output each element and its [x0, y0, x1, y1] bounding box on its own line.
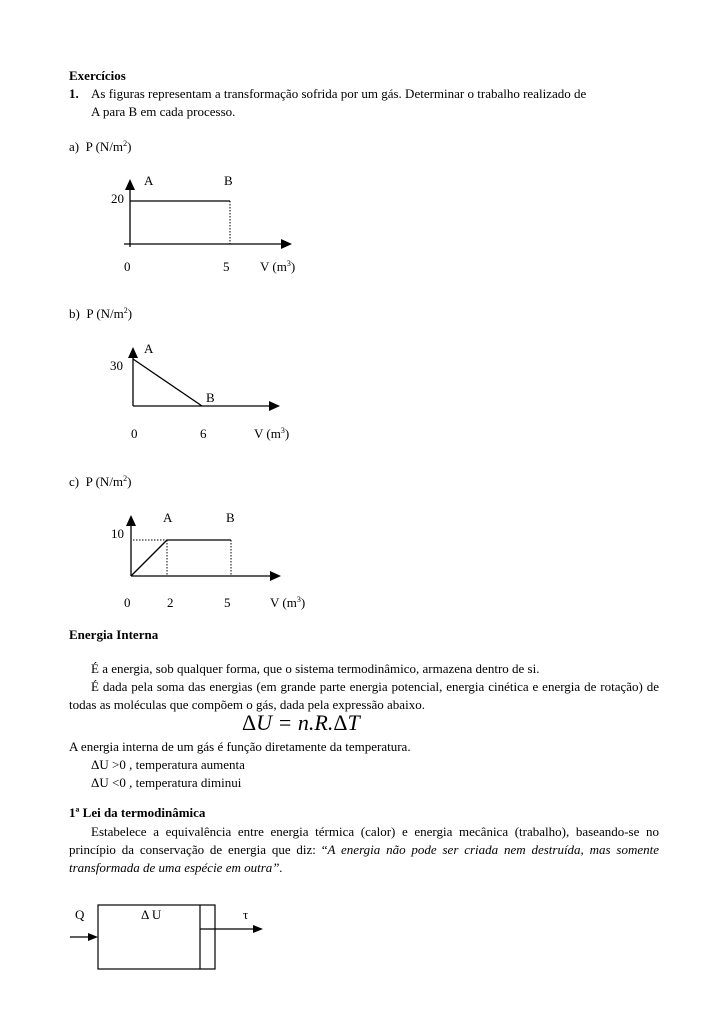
graph-c-y-close: ) [127, 474, 132, 489]
graph-b-x-tick-1: 6 [200, 426, 207, 441]
graph-b-point-a: A [144, 341, 154, 356]
internal-energy-heading: Energia Interna [69, 627, 159, 642]
graph-a-x-tick-0: 0 [124, 259, 131, 274]
graph-c-x-tick-1: 2 [167, 595, 174, 610]
first-law-quote: A energia não pode ser criada nem destruída, mas somente transformada de uma espécie em outra”. [69, 842, 659, 875]
graph-b-y-tick: 30 [110, 358, 123, 373]
graph-c-x-axis-text: V (m [270, 595, 297, 610]
graph-c-y-tick: 10 [111, 526, 124, 541]
graph-b-x-exp: 3 [280, 426, 285, 435]
graph-a-x-tick-1: 5 [223, 259, 230, 274]
graph-b-y-axis-label: P (N/m [86, 306, 124, 321]
graph-a-x-close: ) [290, 259, 296, 274]
graph-a-y-close: ) [127, 139, 132, 154]
exercise-statement-line2: A para B em cada processo. [91, 104, 236, 119]
graph-b-letter: b) [69, 306, 80, 321]
diagram-heat-arrow-head [88, 933, 98, 941]
graph-c-y-exp: 2 [123, 474, 128, 483]
diagram-heat-label: Q [75, 907, 85, 922]
graph-c-y-axis-label: P (N/m [85, 474, 124, 489]
graph-b-point-b: B [206, 390, 215, 405]
first-law-text-plain: Estabelece a equivalência entre energia térmica (calor) e energia mecânica (trabalho), baseando-se no princípio da conservação de energia que diz: “ [69, 824, 659, 857]
graph-c-letter: c) [69, 474, 80, 489]
graph-a-letter: a) [69, 139, 80, 154]
graph-c-x-close: ) [300, 595, 306, 610]
graph-a-x-exp: 3 [286, 259, 291, 268]
exercise-number: 1. [69, 86, 79, 101]
internal-energy-para2: É dada pela soma das energias (em grande parte energia potencial, energia cinética e energia de rotação) de todas as moléculas que compõem o gás, dada pela expressão abaixo. [69, 679, 659, 712]
graph-b-y-close: ) [127, 306, 133, 321]
internal-energy-case-down: ΔU <0 , temperatura diminui [91, 775, 242, 790]
graph-b-x-tick-0: 0 [131, 426, 138, 441]
graph-c-x-tick-0: 0 [124, 595, 131, 610]
graph-c-x-exp: 3 [296, 595, 301, 604]
graph-b-x-axis-text: V (m [254, 426, 281, 441]
graph-b-x-close: ) [284, 426, 290, 441]
formula-body: U = n.R. [256, 710, 334, 735]
graph-a-point-b: B [224, 173, 233, 188]
graph-a-y-exp: 2 [123, 139, 128, 148]
first-law-heading: 1ª Lei da termodinâmica [69, 805, 206, 820]
internal-energy-case-up: ΔU >0 , temperatura aumenta [91, 757, 245, 772]
formula-delta-t: Δ [333, 710, 348, 735]
graph-c-point-b: B [226, 510, 235, 525]
graph-a-y-tick: 20 [111, 191, 124, 206]
graph-a-point-a: A [144, 173, 154, 188]
internal-energy-para1: É a energia, sob qualquer forma, que o sistema termodinâmico, armazena dentro de si. [91, 661, 540, 676]
diagram-work-arrow-head [253, 925, 263, 933]
graph-c-point-a: A [163, 510, 173, 525]
diagram-delta-u-label: Δ U [141, 907, 162, 922]
graph-a-x-axis-text: V (m [260, 259, 287, 274]
graph-b-y-exp: 2 [123, 306, 128, 315]
diagram-work-label: τ [243, 907, 249, 922]
exercise-statement-line1: As figuras representam a transformação sofrida por um gás. Determinar o trabalho realizado de [91, 86, 587, 101]
exercises-heading: Exercícios [69, 68, 126, 83]
graph-a-y-axis-label: P (N/m [85, 139, 124, 154]
formula-delta-u: Δ [242, 710, 257, 735]
internal-energy-statement: A energia interna de um gás é função diretamente da temperatura. [69, 739, 411, 754]
formula-t: T [347, 710, 360, 735]
graph-c-x-tick-2: 5 [224, 595, 231, 610]
